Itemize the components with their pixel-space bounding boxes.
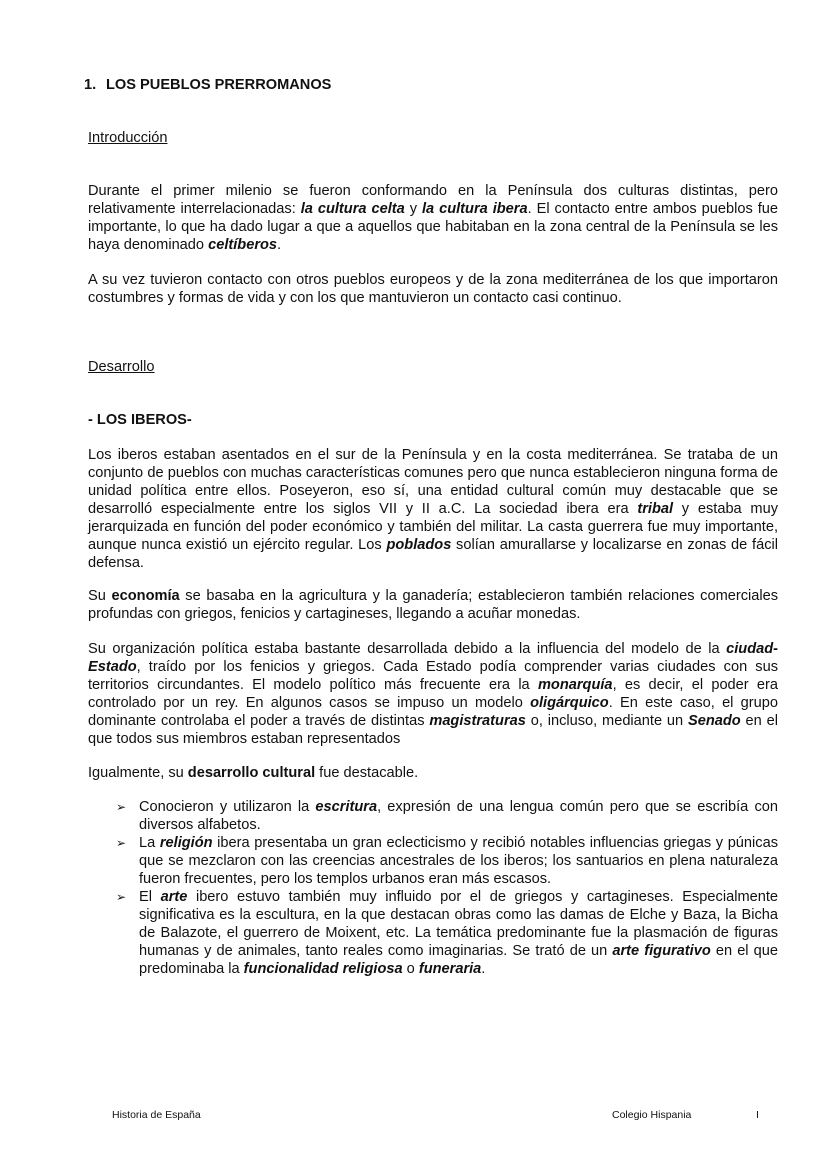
emphasis-text: oligárquico [530,695,609,711]
footer-left: Historia de España [112,1109,201,1121]
list-item [116,798,778,834]
text-run: y estaba muy jerarquizada en función del poder económico y también del militar. La casta guerrera fue muy importante, aunque nunca existió un ejército regular. Los [88,501,778,553]
emphasis-text: economía [111,588,180,604]
bullet-list [116,798,778,978]
text-run: Su [88,588,112,604]
text-run: A su vez tuvieron contacto con otros pueblos europeos y de la zona mediterránea de los que importaron costumbres y formas de vida y con los que mantuvieron un contacto casi continuo. [88,272,778,306]
emphasis-text: escritura [315,799,378,815]
text-run: , expresión de una lengua común pero que se escribía con diversos alfabetos. [139,799,779,833]
text-run: . El contacto entre ambos pueblos fue importante, lo que ha dado lugar a que a aquellos que habitaban en la zona central de la Península se les haya denominado [88,201,778,253]
body-paragraph [88,446,778,572]
text-run: Durante el primer milenio se fueron conformando en la Península dos culturas distintas, pero relativamente interrelacionadas: [88,183,778,217]
title-text: LOS PUEBLOS PRERROMANOS [106,77,332,93]
list-item-text [139,889,778,977]
title-number: 1. [84,77,97,93]
text-run: La [139,835,160,851]
list-item-text [139,835,778,887]
arrow-bullet-icon: ➢ [116,800,127,814]
text-run: o, incluso, mediante un [525,713,688,729]
text-run: se basaba en la agricultura y la ganadería; establecieron también relaciones comerciales profundas con griegos, fenicios y cartagineses, llegando a acuñar monedas. [88,588,779,622]
emphasis-text: tribal [637,501,674,517]
emphasis-text: Senado [688,713,741,729]
list-item-text [139,799,778,833]
text-run: ibero estuvo también muy influido por el de griegos y cartagineses. Especialmente significativa es la escultura, en la que destacan obras como las damas de Elche y Baza, la Bicha de Balazote, el guerrero de Moixent, etc. La temática predominante fue la plasmación de figuras humanas y de animales, tanto reales como imaginarias. Se trató de un [139,889,778,959]
intro-paragraph [88,182,778,254]
body-paragraph [88,640,778,748]
text-run: fue destacable. [315,765,419,781]
list-item [116,834,778,888]
arrow-bullet-icon: ➢ [116,836,127,850]
emphasis-text: arte [160,889,188,905]
list-item [116,888,778,978]
emphasis-text: monarquía [537,677,613,693]
document-title [84,77,331,93]
footer-right: Colegio Hispania [612,1109,692,1121]
text-run: en el que predominaba la [139,943,779,977]
development-heading: Desarrollo [88,359,155,375]
emphasis-text: poblados [386,537,452,553]
text-run: . [277,237,282,253]
emphasis-text: ciudad-Estado [88,641,778,675]
text-run: o [402,961,419,977]
text-run: El [139,889,161,905]
text-run: . [481,961,486,977]
text-run: Los iberos estaban asentados en el sur de la Península y en la costa mediterránea. Se trataba de un conjunto de pueblos con muchas características comunes pero que nunca establecieron ninguna forma de unidad política entre ellos. Poseyeron, eso sí, una entidad cultural común muy destacable que se desarrolló especialmente entre los siglos VII y II a.C. La sociedad ibera era [88,447,778,517]
page-number: I [756,1109,759,1121]
emphasis-text: religión [159,835,213,851]
text-run: y [404,201,422,217]
section-heading: - LOS IBEROS- [88,412,192,428]
emphasis-text: arte figurativo [612,943,711,959]
intro-heading: Introducción [88,130,168,146]
text-run: Igualmente, su [88,765,188,781]
text-run: . En este caso, el grupo dominante controlaba el poder a través de distintas [88,695,778,729]
emphasis-text: la cultura ibera [421,201,528,217]
body-paragraph [88,587,778,623]
body-paragraph [88,764,778,782]
intro-paragraph [88,271,778,307]
text-run: , es decir, el poder era controlado por un rey. En algunos casos se impuso un modelo [88,677,779,711]
text-run: en el que todos sus miembros estaban representados [88,713,778,747]
emphasis-text: funeraria [418,961,482,977]
arrow-bullet-icon: ➢ [116,890,127,904]
text-run: , traído por los fenicios y griegos. Cada Estado podía comprender varias ciudades con sus territorios circundantes. El modelo político más frecuente era la [88,659,778,693]
emphasis-text: la cultura celta [300,201,405,217]
emphasis-text: magistraturas [429,713,526,729]
text-run: Conocieron y utilizaron la [139,799,316,815]
emphasis-text: funcionalidad religiosa [243,961,403,977]
text-run: ibera presentaba un gran eclecticismo y recibió notables influencias griegas y púnicas que se mezclaron con las creencias ancestrales de los iberos; los santuarios en plena naturaleza fueron frecuentes, pero los templos urbanos eran más escasos. [139,835,778,887]
text-run: Su organización política estaba bastante desarrollada debido a la influencia del modelo de la [88,641,727,657]
emphasis-text: desarrollo cultural [187,765,316,781]
text-run: solían amurallarse y localizarse en zonas de fácil defensa. [88,537,778,571]
emphasis-text: celtíberos [208,237,278,253]
